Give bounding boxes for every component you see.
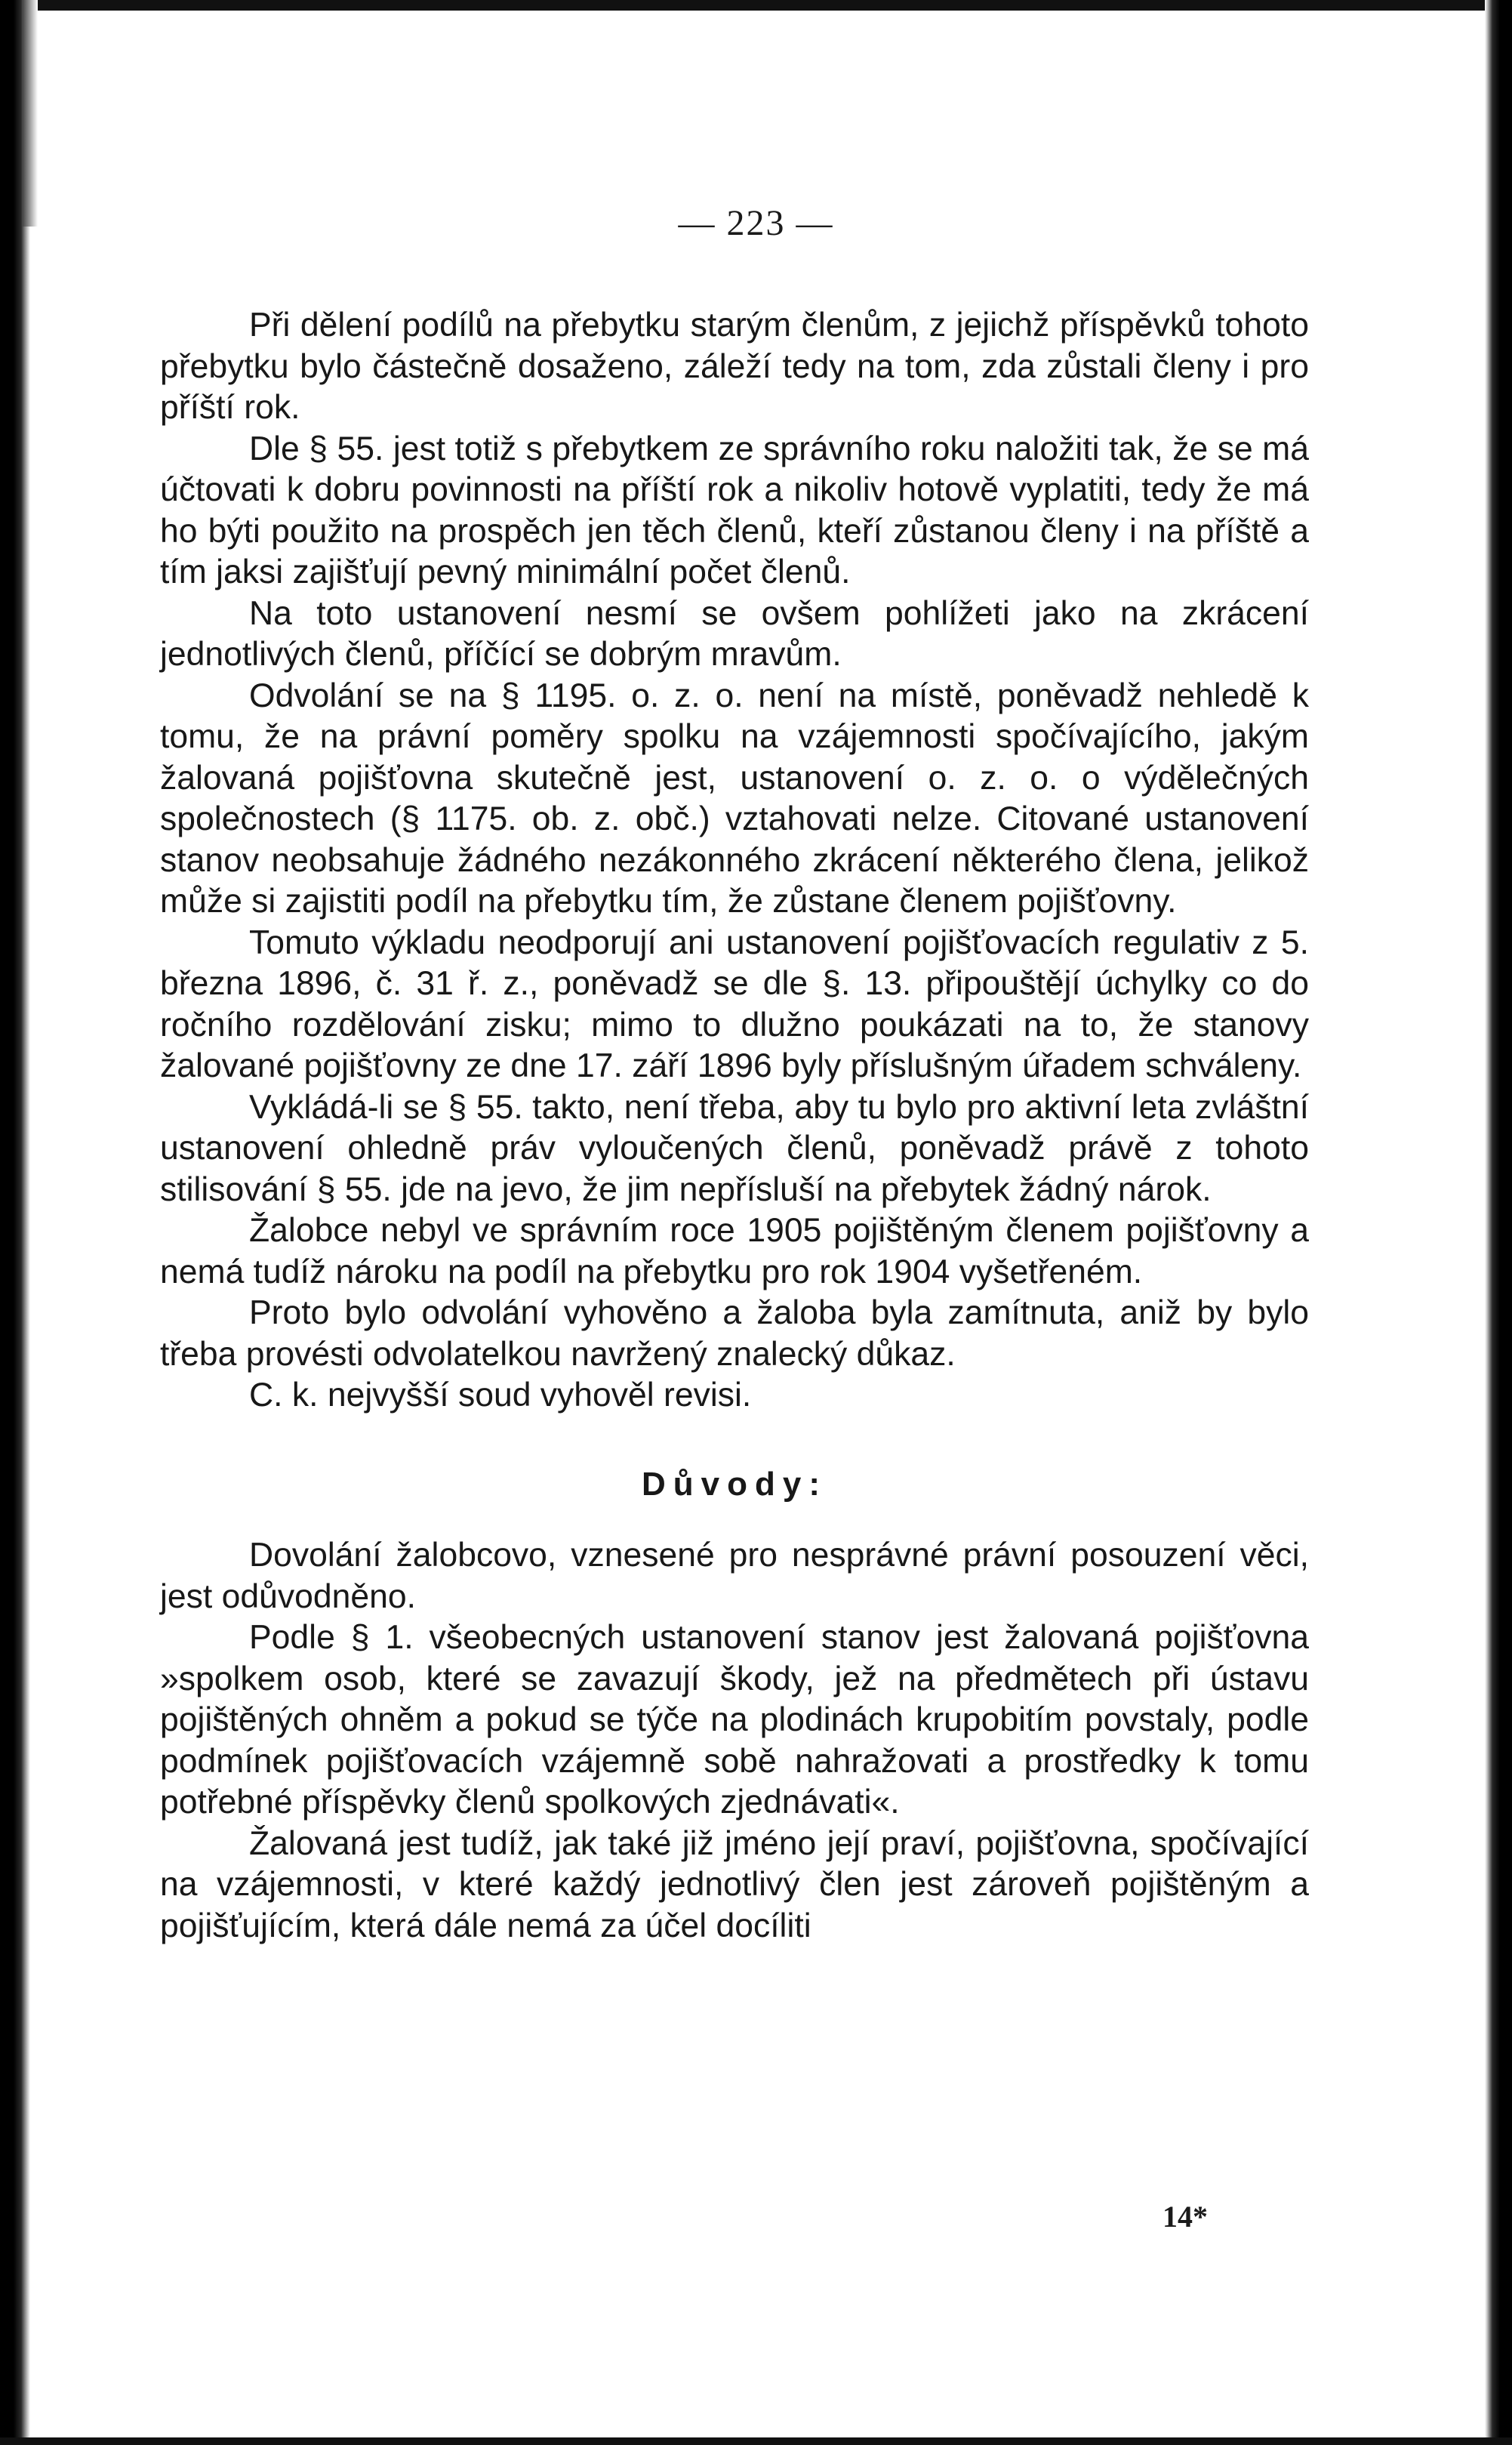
signature-mark: 14* <box>1162 2200 1208 2234</box>
scan-edge-top <box>0 0 1512 11</box>
paragraph: C. k. nejvyšší soud vyhověl revisi. <box>249 1377 752 1414</box>
page-number: — 223 — <box>678 203 834 243</box>
section-heading: Důvody: <box>642 1465 827 1503</box>
paragraph: Žalovaná jest tudíž, jak také již jméno její praví, pojišťovna, spočívající na vzájemnosti, v které každý jednotlivý člen jest zároveň pojištěným a pojišťujícím, která dále nemá za účel docíliti <box>160 1824 1309 1944</box>
paragraph: Odvolání se na § 1195. o. z. o. není na místě, poněvadž nehledě k tomu, že na právní poměry spolku na vzájemnosti spočívajícího, jakým žalovaná pojišťovna skutečně jest, ustanovení o. z. o. o výdělečných společnostech (§ 1175. ob. z. obč.) vztahovati nelze. Citované ustanovení stanov neobsahuje žádného nezákonného zkrácení některého člena, jelikož může si zajistiti podíl na přebytku tím, že zůstane členem pojišťovny. <box>160 677 1309 920</box>
paragraph: Vykládá-li se § 55. takto, není třeba, aby tu bylo pro aktivní leta zvláštní ustanovení ohledně práv vyloučených členů, poněvadž právě z tohoto stilisování § 55. jde na jevo, že jim nepřísluší na přebytek žádný nárok. <box>160 1088 1309 1208</box>
scan-edge-left <box>0 0 30 2445</box>
paragraph: Tomuto výkladu neodporují ani ustanovení pojišťovacích regulativ z 5. března 1896, č. 31 ř. z., poněvadž se dle §. 13. připouštějí úchylky co do ročního rozdělování zisku; mimo to dlužno poukázati na to, že stanovy žalované pojišťovny ze dne 17. září 1896 byly příslušným úřadem schváleny. <box>160 923 1309 1084</box>
paragraph: Proto bylo odvolání vyhověno a žaloba byla zamítnuta, aniž by bylo třeba provésti odvolatelkou navržený znalecký důkaz. <box>160 1294 1309 1373</box>
paragraph: Na toto ustanovení nesmí se ovšem pohlížeti jako na zkrácení jednotlivých členů, příčící se dobrým mravům. <box>160 594 1309 673</box>
scan-edge-bottom <box>0 2437 1512 2445</box>
paragraph: Dle § 55. jest totiž s přebytkem ze správního roku naložiti tak, že se má účtovati k dobru povinnosti na příští rok a nikoliv hotově vyplatiti, tedy že má ho býti použito na prospěch jen těch členů, kteří zůstanou členy i na příště a tím jaksi zajišťují pevný minimální počet členů. <box>160 430 1309 590</box>
paragraph: Při dělení podílů na přebytku starým členům, z jejichž příspěvků tohoto přebytku bylo částečně dosaženo, záleží tedy na tom, zda zůstali členy i pro příští rok. <box>160 307 1309 426</box>
scan-edge-right <box>1485 0 1512 2445</box>
scan-edge-left-shadow <box>23 0 38 227</box>
paragraph: Dovolání žalobcovo, vznesené pro nesprávné právní posouzení věci, jest odůvodněno. <box>160 1537 1309 1615</box>
paragraph: Podle § 1. všeobecných ustanovení stanov jest žalovaná pojišťovna »spolkem osob, které se zavazují škody, jež na předmětech při ústavu pojištěných ohněm a pokud se týče na plodinách krupobitím povstaly, podle podmínek pojišťovacích vzájemně sobě nahražovati a prostředky k tomu potřebné příspěvky členů spolkových zjednávati«. <box>160 1619 1309 1821</box>
paragraph: Žalobce nebyl ve správním roce 1905 pojištěným členem pojišťovny a nemá tudíž nároku na podíl na přebytku pro rok 1904 vyšetřeném. <box>160 1212 1309 1290</box>
page-body <box>160 305 1309 1947</box>
